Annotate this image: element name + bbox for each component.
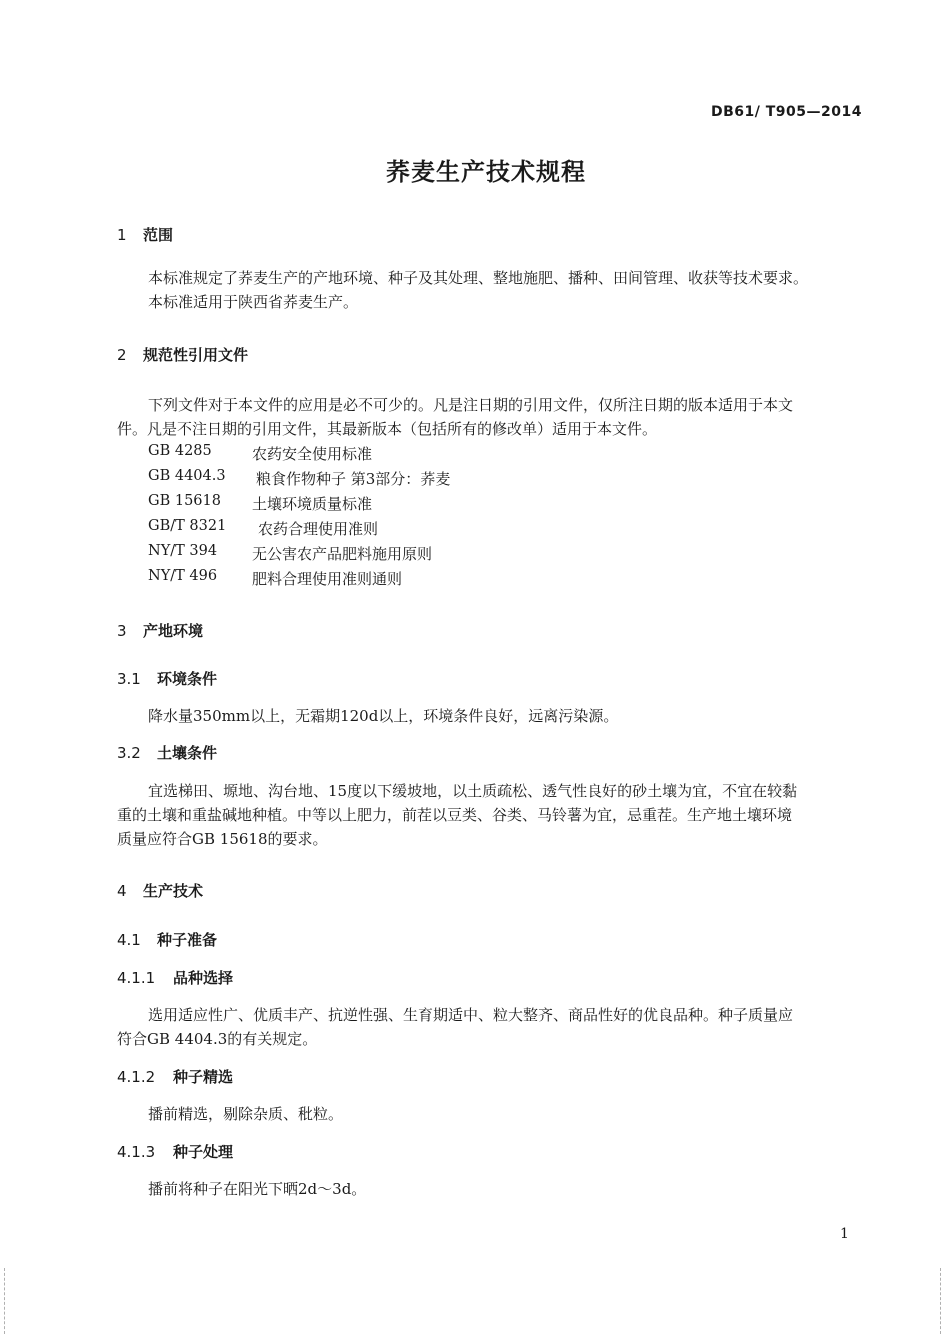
section-3-heading <box>117 620 203 641</box>
section-title: 环境条件 <box>157 670 218 688</box>
page-number: 1 <box>840 1226 849 1242</box>
section-1-heading <box>117 224 173 245</box>
section-number: 3.2 <box>117 744 141 762</box>
reference-title: 农药合理使用准则 <box>258 520 379 538</box>
reference-code: GB/T 8321 <box>148 518 227 534</box>
seed-selection-paragraph: 播前精选，剔除杂质、秕粒。 <box>148 1105 344 1123</box>
section-3-1-heading <box>117 668 217 689</box>
section-4-heading <box>117 880 203 901</box>
reference-title: 无公害农产品肥料施用原则 <box>252 545 433 563</box>
section-title: 品种选择 <box>173 969 234 987</box>
reference-code: NY/T 496 <box>148 568 218 584</box>
section-title: 产地环境 <box>143 622 204 640</box>
page-title: 荞麦生产技术规程 <box>386 158 586 186</box>
scan-edge-right <box>940 1268 944 1334</box>
section-title: 种子处理 <box>173 1143 234 1161</box>
section-number: 4.1.2 <box>117 1068 156 1086</box>
section-number: 1 <box>117 226 127 244</box>
document-number: DB61/ T905—2014 <box>711 104 862 120</box>
section-number: 4.1.3 <box>117 1143 156 1161</box>
reference-code: GB 4404.3 <box>148 468 226 484</box>
section-number: 4.1.1 <box>117 969 156 987</box>
references-intro-line-1: 下列文件对于本文件的应用是必不可少的。凡是注日期的引用文件，仅所注日期的版本适用于本文 <box>148 396 794 414</box>
section-title: 范围 <box>143 226 174 244</box>
section-3-2-heading <box>117 742 217 763</box>
section-title: 规范性引用文件 <box>143 346 249 364</box>
reference-title: 粮食作物种子 第3部分：荞麦 <box>256 470 451 488</box>
section-number: 4.1 <box>117 931 141 949</box>
section-title: 生产技术 <box>143 882 204 900</box>
reference-title: 土壤环境质量标准 <box>252 495 373 513</box>
variety-paragraph-line-2: 符合GB 4404.3的有关规定。 <box>117 1030 318 1048</box>
scope-paragraph-2: 本标准适用于陕西省荞麦生产。 <box>148 293 359 311</box>
reference-code: GB 15618 <box>148 493 221 509</box>
variety-paragraph-line-1: 选用适应性广、优质丰产、抗逆性强、生育期适中、粒大整齐、商品性好的优良品种。种子质量应 <box>148 1006 794 1024</box>
section-2-heading <box>117 344 248 365</box>
section-title: 种子精选 <box>173 1068 234 1086</box>
section-4-1-3-heading <box>117 1141 233 1162</box>
reference-code: GB 4285 <box>148 443 212 459</box>
soil-paragraph-line-3: 质量应符合GB 15618的要求。 <box>117 830 328 848</box>
reference-code: NY/T 394 <box>148 543 218 559</box>
references-intro-line-2: 件。凡是不注日期的引用文件，其最新版本（包括所有的修改单）适用于本文件。 <box>117 420 658 438</box>
reference-title: 农药安全使用标准 <box>252 445 373 463</box>
soil-paragraph-line-2: 重的土壤和重盐碱地种植。中等以上肥力，前茬以豆类、谷类、马铃薯为宜，忌重茬。生产地土壤环境 <box>117 806 793 824</box>
seed-treatment-paragraph: 播前将种子在阳光下晒2d～3d。 <box>148 1180 367 1198</box>
section-4-1-heading <box>117 929 217 950</box>
section-number: 4 <box>117 882 127 900</box>
section-number: 3 <box>117 622 127 640</box>
section-title: 土壤条件 <box>157 744 218 762</box>
environment-paragraph: 降水量350mm以上，无霜期120d以上，环境条件良好，远离污染源。 <box>148 707 619 725</box>
section-title: 种子准备 <box>157 931 218 949</box>
section-4-1-1-heading <box>117 967 233 988</box>
reference-title: 肥料合理使用准则通则 <box>252 570 403 588</box>
scope-paragraph-1: 本标准规定了荞麦生产的产地环境、种子及其处理、整地施肥、播种、田间管理、收获等技术要求。 <box>148 269 809 287</box>
scan-edge-left <box>4 1268 8 1334</box>
soil-paragraph-line-1: 宜选梯田、塬地、沟台地、15度以下缓坡地，以土质疏松、透气性良好的砂土壤为宜，不宜在较黏 <box>148 782 798 800</box>
section-4-1-2-heading <box>117 1066 233 1087</box>
section-number: 3.1 <box>117 670 141 688</box>
section-number: 2 <box>117 346 127 364</box>
